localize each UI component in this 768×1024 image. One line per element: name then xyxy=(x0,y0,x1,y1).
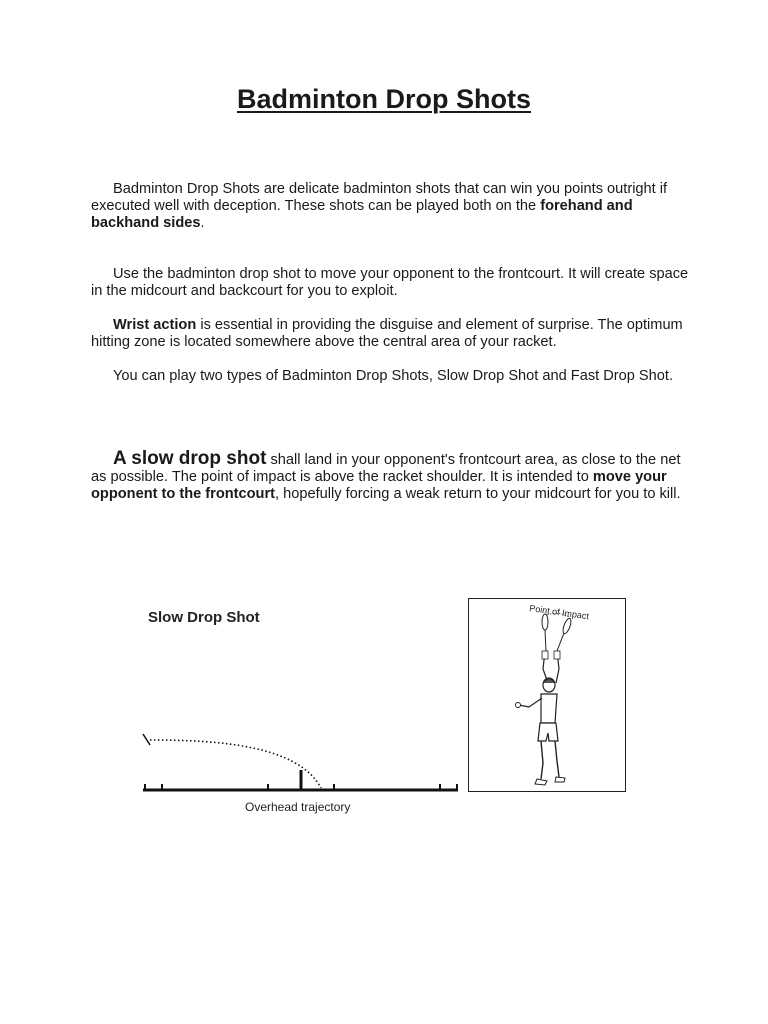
figure-caption: Overhead trajectory xyxy=(245,800,351,814)
trajectory-path xyxy=(150,740,321,788)
racket-shaft-left xyxy=(545,630,546,651)
slow-drop-end: , hopefully forcing a weak return to your midcourt for you to kill. xyxy=(275,486,681,502)
paragraph-wrist xyxy=(91,317,691,351)
shuttle-start-mark xyxy=(143,734,150,745)
page-title: Badminton Drop Shots xyxy=(237,84,531,114)
hand xyxy=(554,651,560,659)
slow-drop-text: shall land in your opponent's frontcourt area, as close to the net as possible. The point of impact is above the racket shoulder. It is intended to xyxy=(91,452,681,485)
paragraph-intro xyxy=(91,181,691,232)
player-shorts xyxy=(538,723,558,741)
paragraph-slow-drop xyxy=(91,450,691,503)
racket-head-left xyxy=(542,614,548,630)
intro-bold: forehand and backhand sides xyxy=(91,198,633,231)
point-of-impact-figure xyxy=(468,598,626,792)
extended-hand xyxy=(516,703,521,708)
types-text: You can play two types of Badminton Drop Shots, Slow Drop Shot and Fast Drop Shot. xyxy=(113,368,674,384)
slow-drop-trajectory-figure xyxy=(138,600,463,822)
racket-shaft-right xyxy=(557,633,564,651)
hand xyxy=(542,651,548,659)
wrist-bold: Wrist action xyxy=(113,317,197,333)
intro-text: Badminton Drop Shots are delicate badminton shots that can win you points outright if executed well with deception. These shots can be played both on the xyxy=(91,181,668,214)
player-shoe xyxy=(555,777,565,782)
player-illustration xyxy=(469,599,625,791)
paragraph-frontcourt xyxy=(91,266,691,300)
player-legs xyxy=(541,741,559,779)
extended-arm xyxy=(519,698,542,707)
point-of-impact-label: Point of Impact xyxy=(528,603,590,622)
player-shoe xyxy=(535,779,547,785)
intro-end: . xyxy=(200,215,205,231)
paragraph-types xyxy=(91,368,691,385)
racket-head-right xyxy=(561,617,572,634)
frontcourt-text: Use the badminton drop shot to move your opponent to the frontcourt. It will create space in the midcourt and backcourt for you to exploit. xyxy=(91,266,689,299)
slow-drop-bold: move your opponent to the frontcourt xyxy=(91,469,667,502)
player-torso xyxy=(541,694,557,723)
figure-title: Slow Drop Shot xyxy=(148,609,260,626)
slow-drop-lead: A slow drop shot xyxy=(113,448,267,469)
wrist-text: is essential in providing the disguise and element of surprise. The optimum hitting zone is located somewhere above the central area of your racket. xyxy=(91,317,683,350)
